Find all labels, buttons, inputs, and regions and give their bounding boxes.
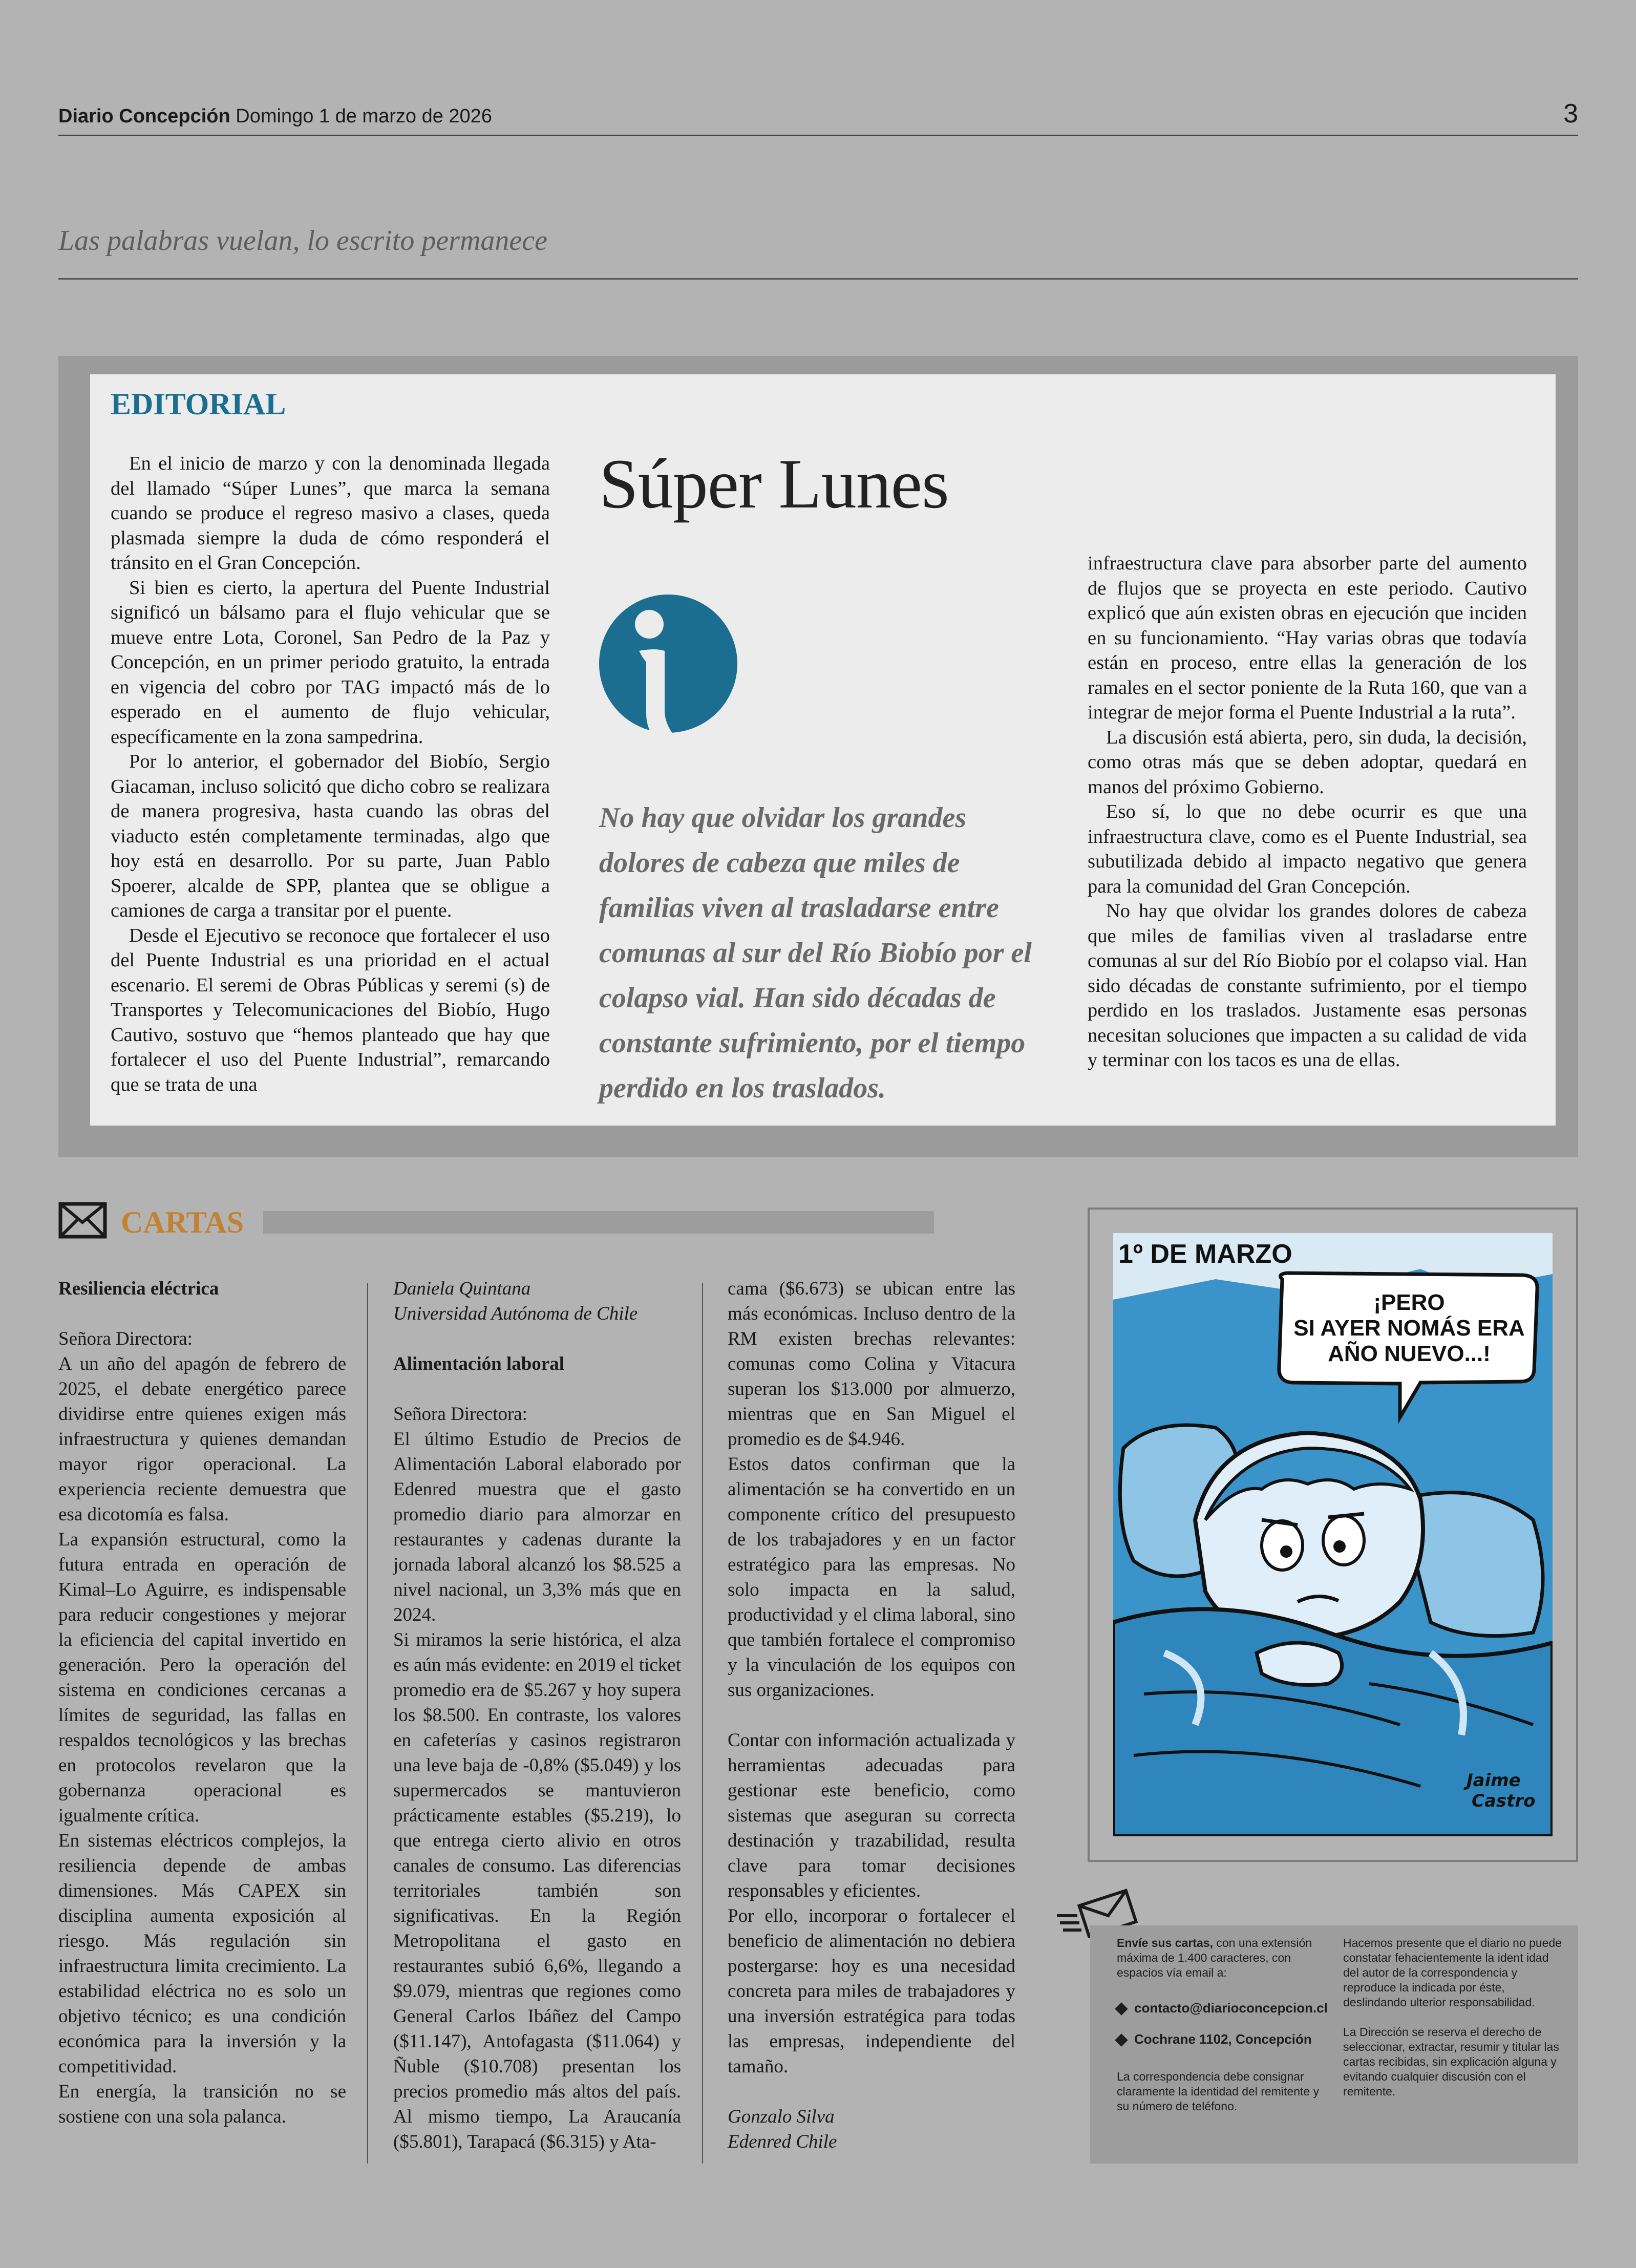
info-box-left <box>1117 1936 1333 2114</box>
diamond-bullet-icon <box>1115 2033 1128 2046</box>
cartas-header <box>58 1201 934 1242</box>
section-tagline: Las palabras vuelan, lo escrito permanece <box>58 220 1578 280</box>
letter-paragraph: La expansión estructural, como la futura entrada en operación de Kimal–Lo Aguirre, es indispensable para reducir congestiones y mejorar la eficiencia del capital invertido en generación. Pero la operación del sistema en condiciones cercanas a límites de seguridad, las fallas en respaldos tecnológicos y las brechas en protocolos revelaron que la gobernanza operacional es igualmente crítica. <box>58 1529 346 1826</box>
editorial-paragraph: Eso sí, lo que no debe ocurrir es que una infraestructura clave, como es el Puente Industrial, sea subutilizada debido al impacto negativo que genera para la comunidad del Gran Concepción. <box>1088 801 1527 897</box>
letter-signature-org: Universidad Autónoma de Chile <box>393 1303 638 1324</box>
editorial-title: Súper Lunes <box>599 444 949 523</box>
column-divider <box>367 1283 368 2164</box>
info-footer-note: La correspondencia debe consignar claramente la identidad del remitente y su número de teléfono. <box>1117 2070 1320 2113</box>
editorial-column-3 <box>1088 551 1527 1073</box>
editorial-box <box>90 374 1556 1126</box>
letter-paragraph: A un año del apagón de febrero de 2025, el debate energético parece dividirse entre quienes exigen más infraestructura y quienes demandan mayor rigor operacional. La experiencia reciente demuestra que esa dicotomía es falsa. <box>58 1353 346 1525</box>
letters-column-3 <box>728 1276 1015 2154</box>
info-disclaimer-2: La Dirección se reserva el derecho de seleccionar, extractar, resumir y titular las cartas recibidas, sin explicación alguna y evitando cualquier discusión con el remitente. <box>1343 2025 1559 2098</box>
envelope-icon <box>58 1202 107 1239</box>
letter-paragraph: El último Estudio de Precios de Alimentación Laboral elaborado por Edenred muestra que el gasto promedio diario para almorzar en restaurantes y cadenas durante la jornada laboral alcanzó los $8.525 a nivel nacional, un 3,3% más que en 2024. <box>393 1429 681 1625</box>
editorial-paragraph: En el inicio de marzo y con la denominada llegada del llamado “Súper Lunes”, que marca la semana cuando se produce el regreso masivo a clases, queda plasmada siempre la duda de cómo responderá el tránsito en el Gran Concepción. <box>111 453 550 574</box>
editorial-paragraph: No hay que olvidar los grandes dolores de cabeza que miles de familias viven al trasladarse entre comunas al sur del Río Biobío por el colapso vial. Han sido décadas de constante sufrimiento, por el tiempo perdido en los traslados. Justamente esas personas necesitan soluciones que impacten a su calidad de vida y terminar con los tacos es una de ellas. <box>1088 900 1527 1071</box>
letter-salutation: Señora Directora: <box>393 1404 527 1425</box>
cartoon-illustration <box>1113 1233 1553 1836</box>
letter-salutation: Señora Directora: <box>58 1328 193 1349</box>
diamond-bullet-icon <box>1115 2002 1128 2015</box>
cartoon-signature-1: Jaime <box>1467 1770 1521 1791</box>
editorial-label: EDITORIAL <box>111 387 286 421</box>
letter-paragraph: Por ello, incorporar o fortalecer el beneficio de alimentación no debiera postergarse: hoy es una necesidad concreta para miles de trabajadores y una inversión estratégica para todas las empresas, independiente del tamaño. <box>728 1905 1015 2077</box>
editorial-paragraph: Desde el Ejecutivo se reconoce que fortalecer el uso del Puente Industrial es una prioridad en el actual escenario. El seremi de Obras Públicas y seremi (s) de Transportes y Telecomunicaciones del Biobío, Hugo Cautivo, sostuvo que “hemos planteado que hay que fortalecer el uso del Puente Industrial”, remarcando que se trata de una <box>111 924 550 1095</box>
paper-dateline <box>58 105 492 128</box>
letter-title: Resiliencia eléctrica <box>58 1278 219 1299</box>
letter-signature-name: Daniela Quintana <box>393 1278 531 1299</box>
speech-line-3: AÑO NUEVO...! <box>1328 1341 1491 1366</box>
info-i-icon <box>599 595 737 743</box>
cartoon-date-label: 1º DE MARZO <box>1118 1239 1292 1269</box>
info-address-line <box>1117 2032 1333 2047</box>
letters-column-1 <box>58 1276 346 2129</box>
info-email[interactable]: contacto@diarioconcepcion.cl <box>1134 2000 1328 2016</box>
letter-paragraph: Contar con información actualizada y herramientas adecuadas para gestionar este beneficio, como sistemas que aseguran su correcta destinación y trazabilidad, resulta clave para tomar decisiones responsables y eficientes. <box>728 1730 1015 1901</box>
info-send-instructions <box>1117 1936 1333 1980</box>
letter-signature-org: Edenred Chile <box>728 2131 837 2152</box>
paper-name: Diario Concepción <box>58 105 230 127</box>
editorial-paragraph: Por lo anterior, el gobernador del Biobío, Sergio Giacaman, incluso solicitó que dicho cobro se realizara de manera progresiva, hasta cuando las obras del viaducto estén completamente terminadas, algo que hoy está en desarrollo. Por su parte, Juan Pablo Spoerer, alcalde de SPP, plantea que se obligue a camiones de carga a transitar por el puente. <box>111 751 550 921</box>
editorial-paragraph: La discusión está abierta, pero, sin duda, la decisión, como otras más que se deben adoptar, quedará en manos del próximo Gobierno. <box>1088 726 1527 798</box>
issue-date: Domingo 1 de marzo de 2026 <box>236 105 492 127</box>
letter-paragraph: Estos datos confirman que la alimentación se ha convertido en un componente crítico del presupuesto de los trabajadores y en un factor estratégico para las empresas. No solo impacta en la salud, productividad y el clima laboral, sino que también fortalece el compromiso y la vinculación de los equipos con sus organizaciones. <box>728 1454 1015 1701</box>
speech-line-2: SI AYER NOMÁS ERA <box>1293 1316 1525 1341</box>
info-disclaimer-1: Hacemos presente que el diario no puede constatar fehacientemente la ident idad del autor de la correspondencia y reproduce la indicada por éste, deslindando ulterior responsabilidad. <box>1343 1936 1562 2009</box>
info-address: Cochrane 1102, Concepción <box>1134 2031 1312 2047</box>
cartoon-signature-2: Castro <box>1472 1791 1536 1811</box>
letters-info-box <box>1090 1925 1578 2164</box>
info-send-bold: Envíe sus cartas, <box>1117 1936 1213 1949</box>
letters-column-2 <box>393 1276 681 2154</box>
info-send-rest: con una extensión máxima de 1.400 caracteres, con espacios vía email a: <box>1117 1936 1312 1979</box>
info-box-right <box>1343 1936 1563 2114</box>
letter-paragraph: En energía, la transición no se sostiene con una sola palanca. <box>58 2081 346 2127</box>
column-divider <box>702 1283 703 2164</box>
cartas-rule-bar <box>263 1211 934 1234</box>
editorial-pull-quote: No hay que olvidar los grandes dolores de cabeza que miles de familias viven al trasladarse entre comunas al sur del Río Biobío por el colapso vial. Han sido décadas de constante sufrimiento, por el tiempo perdido en los traslados. <box>599 802 1032 1104</box>
letter-signature-name: Gonzalo Silva <box>728 2106 835 2127</box>
editorial-column-1 <box>111 451 550 1097</box>
info-email-line <box>1117 2001 1333 2016</box>
page-header <box>58 100 1578 136</box>
page-number: 3 <box>1563 99 1578 129</box>
cartas-title: CARTAS <box>121 1205 244 1239</box>
editorial-paragraph-continued: infraestructura clave para absorber parte del aumento de flujos que se proyecta en este periodo. Cautivo explicó que aún existen obras en ejecución que inciden en su funcionamiento. “Hay varias obras que todavía están en proceso, entre ellas la generación de los ramales en el sector poniente de la Ruta 160, que van a integrar de mejor forma el Puente Industrial a la ruta”. <box>1088 553 1527 723</box>
letter-paragraph: Si miramos la serie histórica, el alza es aún más evidente: en 2019 el ticket promedio era de $5.267 y hoy supera los $8.500. En contraste, los valores en cafeterías y casinos registraron una leve baja de -0,8% ($5.049) y los supermercados se mantuvieron prácticamente estables ($5.219), lo que entrega cierto alivio en otros canales de consumo. Las diferencias territoriales también son significativas. En la Región Metropolitana el gasto en restaurantes subió 6,6%, llegando a $9.079, mientras que regiones como General Carlos Ibáñez del Campo ($11.147), Antofagasta ($11.064) y Ñuble ($10.708) presentan los precios promedio más altos del país. Al mismo tiempo, La Araucanía ($5.801), Tarapacá ($6.315) y Ata- <box>393 1629 682 2152</box>
letter-paragraph-continued: cama ($6.673) se ubican entre las más económicas. Incluso dentro de la RM existen brechas relevantes: comunas como Colina y Vitacura superan los $13.000 por almuerzo, mientras que en San Miguel el promedio es de $4.946. <box>728 1278 1015 1450</box>
letter-paragraph: En sistemas eléctricos complejos, la resiliencia depende de ambas dimensiones. Más CAPEX sin disciplina aumenta exposición al riesgo. Más regulación sin infraestructura limita crecimiento. La estabilidad eléctrica no es solo un objetivo técnico; es una condición económica para la inversión y la competitividad. <box>58 1830 346 2077</box>
speech-line-1: ¡PERO <box>1373 1290 1445 1315</box>
letter-title: Alimentación laboral <box>393 1353 565 1374</box>
editorial-paragraph: Si bien es cierto, la apertura del Puente Industrial significó un bálsamo para el flujo vehicular que se mueve entre Lota, Coronel, San Pedro de la Paz y Concepción, en un primer periodo gratuito, la entrada en vigencia del cobro por TAG impactó más de lo esperado en el aumento de flujo vehicular, específicamente en la zona sampedrina. <box>111 577 550 748</box>
